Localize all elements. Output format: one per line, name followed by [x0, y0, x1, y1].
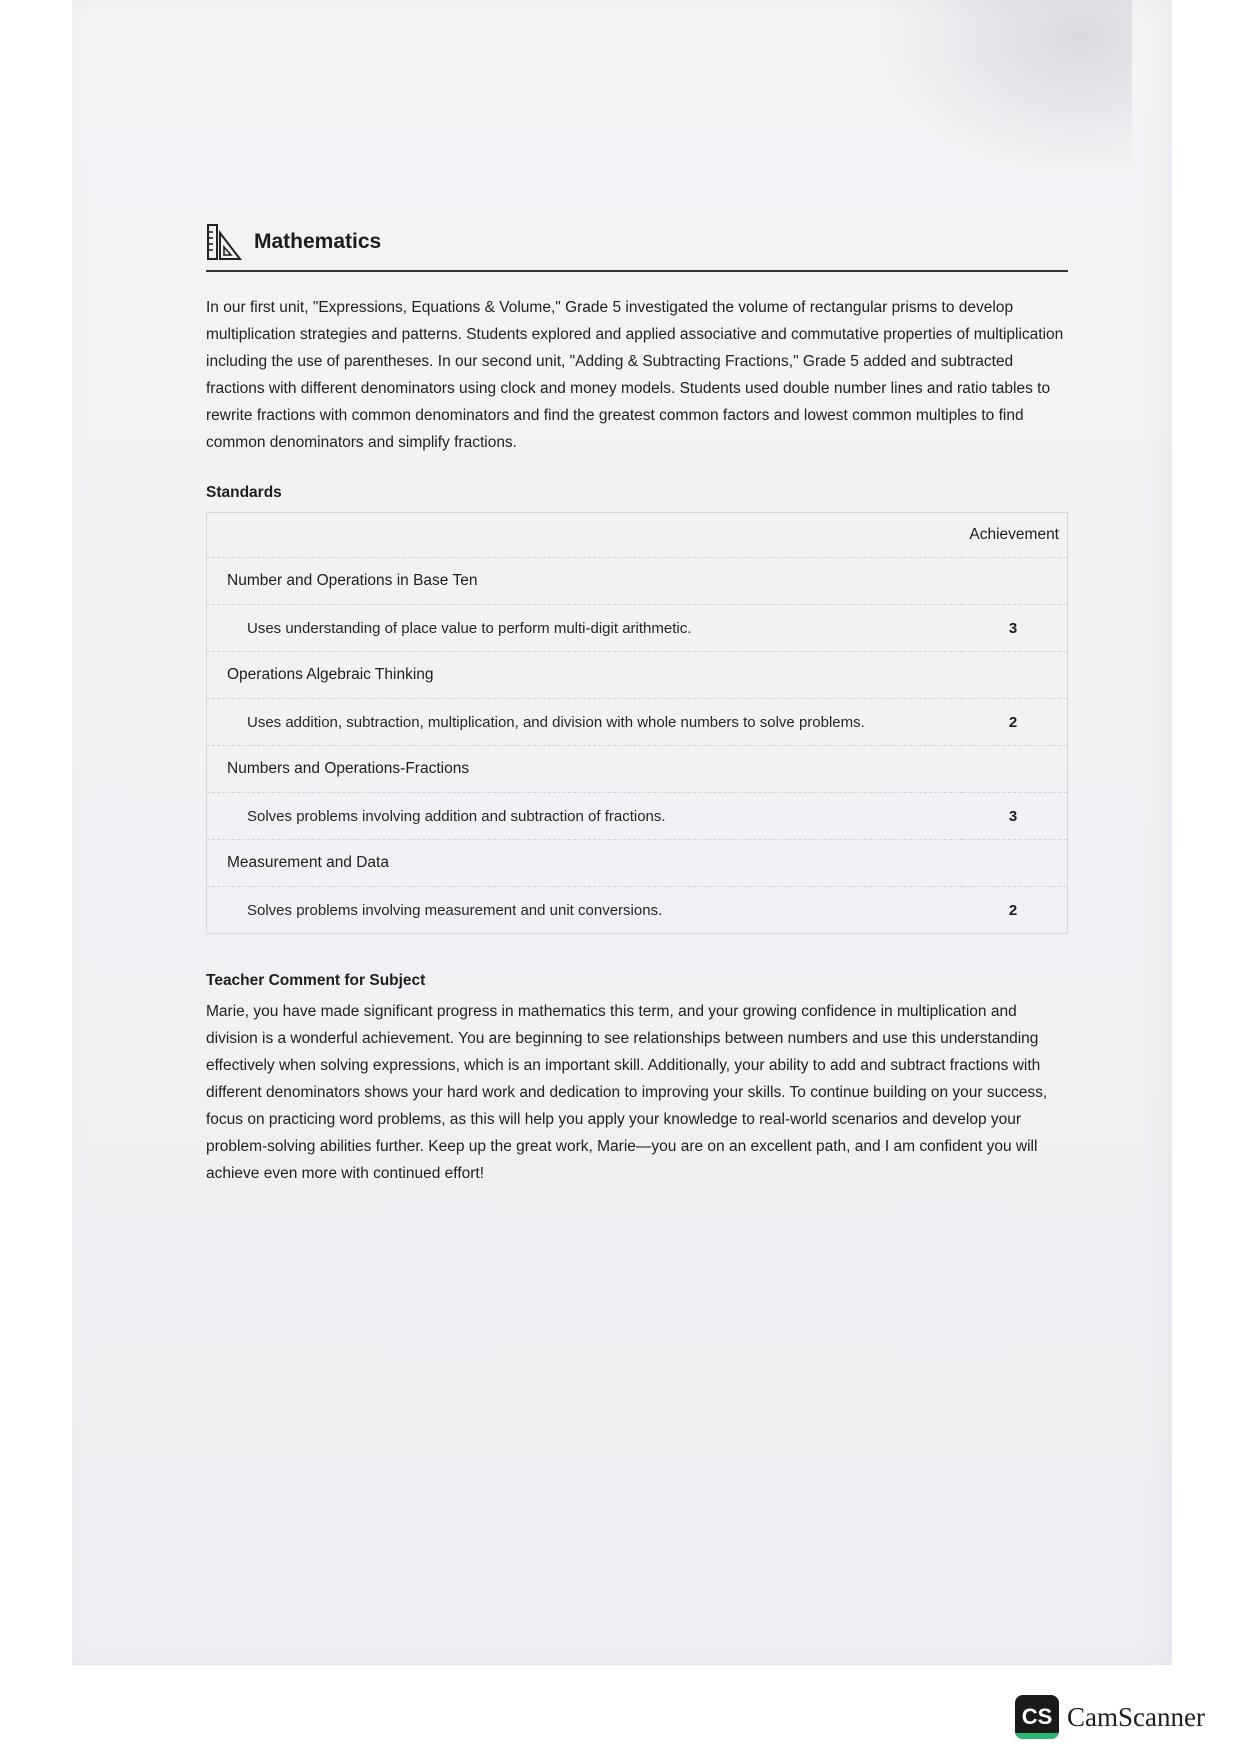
standard-item-score: 3 — [1008, 807, 1018, 825]
standard-item-score: 2 — [1008, 901, 1018, 919]
standard-group-row — [207, 840, 1068, 887]
camscanner-name: CamScanner — [1067, 1701, 1205, 1732]
standard-item-text: Uses addition, subtraction, multiplication, and division with whole numbers to solve problems. — [247, 713, 865, 731]
standard-group-row — [207, 558, 1068, 605]
camscanner-watermark — [1015, 1695, 1205, 1739]
standard-group-row — [207, 652, 1068, 699]
subject-intro: In our first unit, "Expressions, Equations & Volume," Grade 5 investigated the volume of rectangular prisms to develop multiplication strategies and patterns. Students explored and applied associative and commutative properties of multiplication including the use of parentheses. In our second unit, "Adding & Subtracting Fractions," Grade 5 added and subtracted fractions with different denominators using clock and money models. Students used double number lines and ratio tables to rewrite fractions with common denominators and find the greatest common factors and lowest common multiples to find common denominators and simplify fractions. — [206, 299, 1064, 451]
teacher-comment-body: Marie, you have made significant progress in mathematics this term, and your growing confidence in multiplication and division is a wonderful achievement. You are beginning to see relationships between numbers and use this understanding effectively when solving expressions, which is an important skill. Additionally, your ability to add and subtract fractions with different denominators shows your hard work and dedication to improving your skills. To continue building on your success, focus on practicing word problems, as this will help you apply your knowledge to real-world scenarios and develop your problem-solving abilities further. Keep up the great work, Marie—you are on an excellent path, and I am confident you will achieve even more with continued effort! — [206, 1003, 1048, 1182]
standard-item-row — [207, 699, 1068, 746]
standards-table — [206, 512, 1068, 934]
standard-item-score: 2 — [1008, 713, 1018, 731]
standards-label: Standards — [206, 484, 282, 501]
camscanner-logo-icon: CS — [1015, 1695, 1059, 1739]
subject-title: Mathematics — [254, 230, 382, 253]
standard-item-text: Solves problems involving addition and subtraction of fractions. — [247, 807, 666, 825]
standard-item-score: 3 — [1008, 619, 1018, 637]
math-tools-icon — [206, 223, 242, 261]
standard-item-row — [207, 605, 1068, 652]
subject-header — [206, 222, 1068, 272]
standard-item-row — [207, 793, 1068, 840]
teacher-comment-title: Teacher Comment for Subject — [206, 972, 426, 989]
table-header-spacer — [207, 513, 963, 558]
standard-group-name: Measurement and Data — [227, 854, 389, 871]
standard-item-text: Solves problems involving measurement and unit conversions. — [247, 901, 663, 919]
standard-group-row — [207, 746, 1068, 793]
report-section — [206, 222, 1068, 1187]
scan-shadow — [872, 0, 1132, 180]
standard-group-name: Operations Algebraic Thinking — [227, 666, 434, 683]
standard-group-name: Numbers and Operations-Fractions — [227, 760, 470, 777]
standard-item-text: Uses understanding of place value to perform multi-digit arithmetic. — [247, 619, 692, 637]
standard-group-name: Number and Operations in Base Ten — [227, 572, 478, 589]
achievement-header: Achievement — [969, 526, 1059, 543]
table-header-row — [207, 513, 1068, 558]
standard-item-row — [207, 887, 1068, 934]
